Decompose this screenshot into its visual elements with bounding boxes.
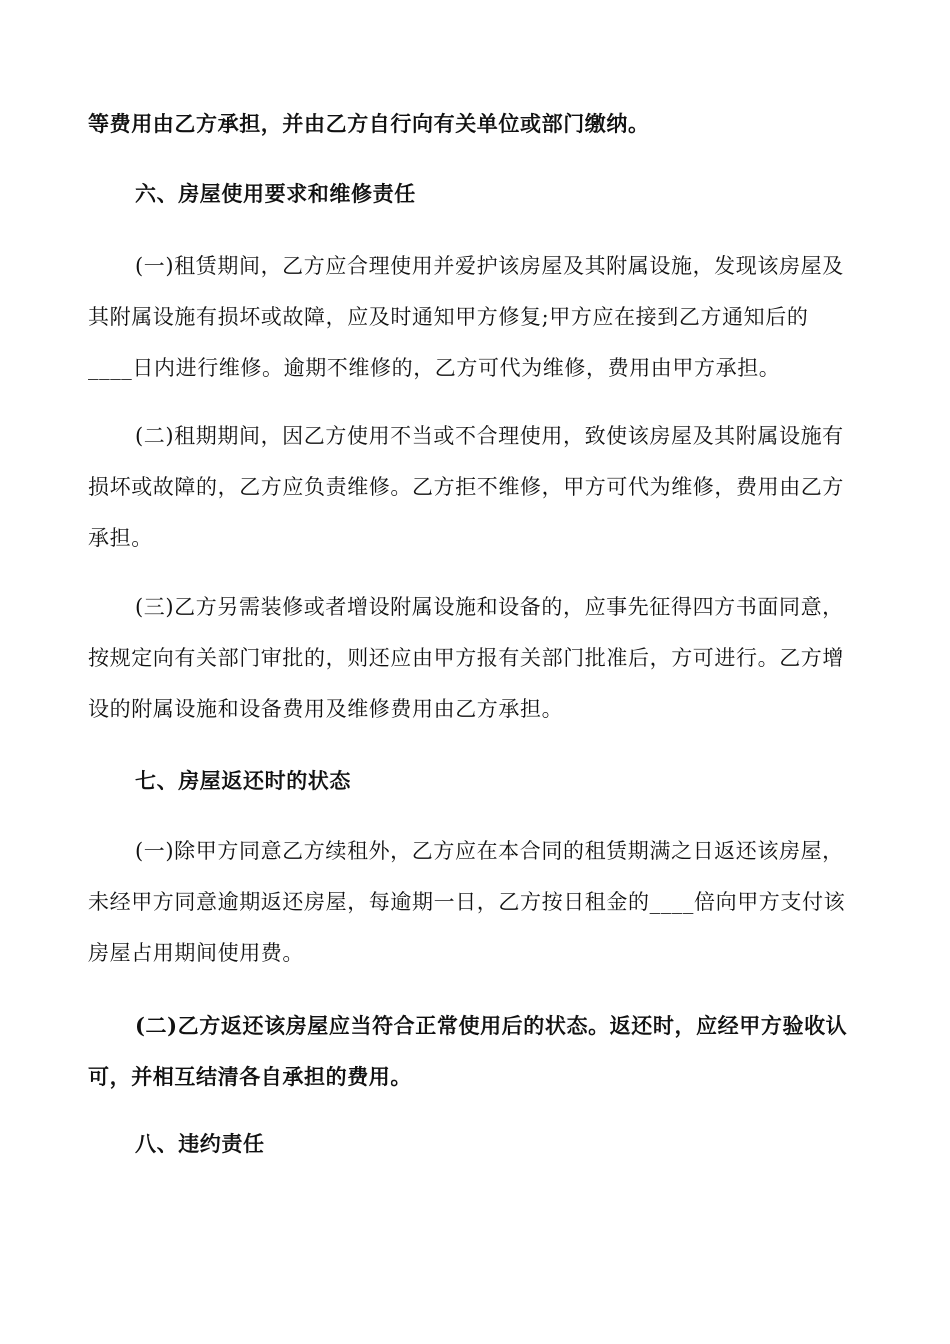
heading-text: 六、房屋使用要求和维修责任: [135, 181, 416, 206]
paragraph-line: (二)租期期间，因乙方使用不当或不合理使用，致使该房屋及其附属设施有: [135, 424, 844, 448]
clause-6-2: [88, 411, 870, 564]
paragraph-line: 等费用由乙方承担，并由乙方自行向有关单位或部门缴纳。: [88, 111, 650, 136]
section-heading-usage-repair: [88, 168, 917, 219]
clause-6-1: [88, 241, 870, 394]
paragraph-line: 按规定向有关部门审批的，则还应由甲方报有关部门批准后，方可进行。乙方增: [88, 646, 844, 670]
clause-7-1: [88, 826, 870, 979]
paragraph-line: (一)租赁期间，乙方应合理使用并爱护该房屋及其附属设施，发现该房屋及: [135, 254, 844, 278]
clause-6-3: [88, 582, 870, 735]
paragraph-line: 设的附属设施和设备费用及维修费用由乙方承担。: [88, 697, 564, 721]
paragraph-line: ____日内进行维修。逾期不维修的，乙方可代为维修，费用由甲方承担。: [88, 356, 781, 380]
clause-7-2: [88, 1000, 870, 1102]
paragraph-line: 损坏或故障的，乙方应负责维修。乙方拒不维修，甲方可代为维修，费用由乙方: [88, 475, 844, 499]
paragraph-line: 承担。: [88, 526, 153, 550]
section-heading-breach-liability: [88, 1118, 917, 1169]
heading-text: 七、房屋返还时的状态: [135, 768, 351, 793]
paragraph-line: (一)除甲方同意乙方续租外，乙方应在本合同的租赁期满之日返还该房屋，: [135, 839, 844, 863]
paragraph-line: (二)乙方返还该房屋应当符合正常使用后的状态。返还时，应经甲方验收认: [135, 1013, 848, 1038]
heading-text: 八、违约责任: [135, 1131, 265, 1156]
paragraph-line: 未经甲方同意逾期返还房屋，每逾期一日，乙方按日租金的____倍向甲方支付该: [88, 890, 846, 914]
paragraph-line: 房屋占用期间使用费。: [88, 941, 304, 965]
paragraph-line: (三)乙方另需装修或者增设附属设施和设备的，应事先征得四方书面同意，: [135, 595, 844, 619]
section-heading-return-state: [88, 755, 917, 806]
paragraph-line: 其附属设施有损坏或故障，应及时通知甲方修复;甲方应在接到乙方通知后的: [88, 305, 809, 329]
paragraph-fee-payment: [88, 98, 870, 149]
paragraph-line: 可，并相互结清各自承担的费用。: [88, 1064, 412, 1089]
